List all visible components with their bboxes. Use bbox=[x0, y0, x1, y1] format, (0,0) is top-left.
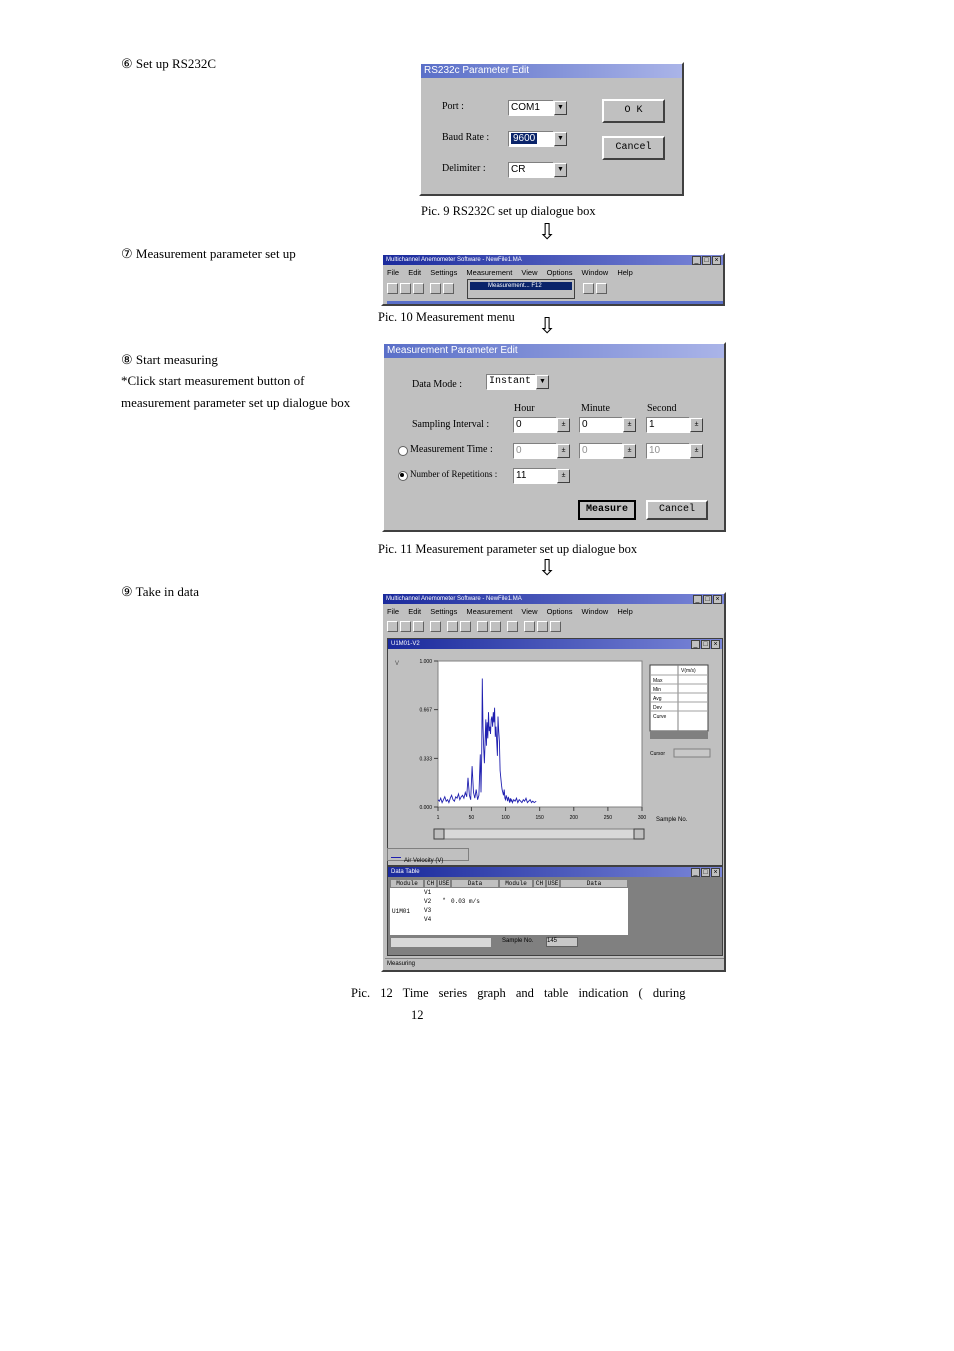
scroll-right-icon[interactable] bbox=[634, 829, 644, 839]
measure-button[interactable]: Measure bbox=[578, 500, 636, 520]
save-file-icon[interactable] bbox=[413, 283, 424, 294]
table-close-icon[interactable]: × bbox=[711, 868, 720, 877]
stats-row-label: Avg bbox=[653, 696, 662, 702]
step-8-note-line2: measurement parameter set up dialogue box bbox=[121, 395, 351, 410]
app-menu-options[interactable]: Options bbox=[546, 607, 573, 616]
close-icon[interactable]: × bbox=[712, 256, 721, 265]
measurement-time-radio[interactable] bbox=[398, 446, 408, 456]
graph-close-icon[interactable]: × bbox=[711, 640, 720, 649]
monitor-icon[interactable] bbox=[507, 621, 518, 632]
step-7-label: ⑦ Measurement parameter set up bbox=[121, 246, 296, 261]
open-file-icon[interactable] bbox=[400, 283, 411, 294]
down-arrow-icon: ⇩ bbox=[538, 220, 557, 245]
table-header-cell: Module bbox=[390, 879, 424, 888]
graph-icon[interactable] bbox=[447, 621, 458, 632]
table-row bbox=[424, 916, 499, 923]
app-title: Multichannel Anemometer Software - NewFile1.MA bbox=[386, 596, 522, 602]
sample-no-field: 145 bbox=[546, 937, 578, 947]
port-dropdown-icon[interactable]: ▼ bbox=[554, 101, 567, 115]
data-cell bbox=[451, 916, 499, 923]
port-label: Port : bbox=[442, 101, 464, 112]
pic12-caption-line2: 12 bbox=[411, 1008, 424, 1022]
menu-bar bbox=[387, 268, 633, 277]
measurement-time-label: Measurement Time : bbox=[410, 444, 493, 455]
mtime-hour-field[interactable]: 0 bbox=[513, 443, 557, 459]
print-icon[interactable] bbox=[430, 621, 441, 632]
data-table bbox=[390, 879, 628, 935]
menu-help[interactable]: Help bbox=[617, 268, 633, 277]
second-label: Second bbox=[647, 403, 677, 414]
x-axis-label: Sample No. bbox=[656, 817, 688, 823]
y-tick-label: 0.667 bbox=[419, 707, 432, 714]
baud-rate-select[interactable] bbox=[508, 131, 554, 147]
ok-button[interactable]: O K bbox=[602, 99, 665, 123]
data-mode-dropdown-icon[interactable]: ▼ bbox=[536, 375, 549, 389]
x-tick-label: 100 bbox=[501, 815, 510, 821]
stats-scroll bbox=[650, 731, 708, 739]
delimiter-label: Delimiter : bbox=[442, 163, 486, 174]
time-series-chart bbox=[388, 651, 722, 865]
legend-label: Air Velocity (V) bbox=[404, 858, 444, 864]
stats-row-label: Curve bbox=[653, 714, 667, 720]
menu-window-title: Multichannel Anemometer Software - NewFile1.MA bbox=[386, 257, 522, 263]
tile-icon[interactable] bbox=[537, 621, 548, 632]
menu-edit[interactable]: Edit bbox=[408, 268, 422, 277]
stats-row-label: Max bbox=[653, 678, 663, 684]
tile-icon[interactable] bbox=[583, 283, 594, 294]
use-cell bbox=[437, 916, 451, 923]
app-menu-settings[interactable]: Settings bbox=[430, 607, 458, 616]
y-axis-label: V bbox=[395, 661, 400, 667]
x-ticks bbox=[437, 807, 647, 821]
app-menu-file[interactable]: File bbox=[387, 607, 400, 616]
cascade-icon[interactable] bbox=[596, 283, 607, 294]
pic11-caption: Pic. 11 Measurement parameter set up dialogue box bbox=[378, 542, 638, 556]
x-tick-label: 150 bbox=[535, 815, 544, 821]
table-row bbox=[424, 898, 499, 905]
app-window bbox=[381, 592, 726, 972]
status-bar: Measuring bbox=[385, 958, 724, 969]
step-8-label: ⑧ Start measuring bbox=[121, 352, 218, 367]
menu-measurement[interactable]: Measurement bbox=[466, 268, 513, 277]
pic10-caption: Pic. 10 Measurement menu bbox=[378, 310, 515, 324]
hour-label: Hour bbox=[514, 403, 535, 414]
x-tick-label: 50 bbox=[468, 815, 475, 821]
x-tick-label: 200 bbox=[569, 815, 578, 821]
app-title-bar bbox=[383, 594, 724, 604]
repetitions-radio[interactable] bbox=[398, 471, 408, 481]
app-maximize-icon[interactable]: □ bbox=[703, 595, 712, 604]
legend-swatch bbox=[391, 857, 401, 858]
table-header-cell: Module bbox=[499, 879, 533, 888]
sampling-second-field[interactable]: 1 bbox=[646, 417, 690, 433]
data-mode-select[interactable]: Instant bbox=[486, 374, 536, 390]
table-header-cell: USE bbox=[547, 880, 559, 887]
measure-icon[interactable] bbox=[477, 621, 488, 632]
data-cell bbox=[451, 907, 499, 914]
pic12-caption: Pic. 12 Time series graph and table indication ( during bbox=[351, 986, 686, 1000]
menu-window-title-bar bbox=[383, 255, 723, 265]
cursor-label: Cursor bbox=[650, 751, 666, 757]
baud-rate-label: Baud Rate : bbox=[442, 132, 490, 143]
x-tick-label: 1 bbox=[436, 815, 440, 821]
app-close-icon[interactable]: × bbox=[713, 595, 722, 604]
y-tick-label: 0.333 bbox=[419, 756, 432, 763]
measurement-menu-item[interactable]: Measurement... F12 bbox=[470, 282, 572, 290]
x-tick-label: 300 bbox=[637, 815, 647, 821]
new-file-icon[interactable] bbox=[387, 621, 398, 632]
baud-rate-dropdown-icon[interactable]: ▼ bbox=[554, 132, 567, 146]
table-title-bar bbox=[388, 867, 722, 877]
module-cell: U1M01 bbox=[392, 908, 411, 915]
minute-label: Minute bbox=[581, 403, 610, 414]
menu-file[interactable]: File bbox=[387, 268, 400, 277]
app-menu-bar bbox=[387, 607, 633, 616]
menu-options[interactable]: Options bbox=[546, 268, 573, 277]
sampling-hour-field[interactable]: 0 bbox=[513, 417, 557, 433]
repetitions-label: Number of Repetitions : bbox=[410, 469, 498, 479]
app-menu-window[interactable]: Window bbox=[581, 607, 609, 616]
sampling-minute-field[interactable]: 0 bbox=[579, 417, 623, 433]
menu-view[interactable]: View bbox=[521, 268, 538, 277]
table-minimize-icon[interactable]: _ bbox=[691, 868, 700, 877]
data-table-window bbox=[387, 866, 723, 956]
table-row bbox=[424, 907, 499, 914]
data-cell: 0.03 m/s bbox=[451, 898, 480, 905]
stats-header: V(m/s) bbox=[681, 668, 696, 674]
app-menu-view[interactable]: View bbox=[521, 607, 538, 616]
minimize-icon[interactable]: _ bbox=[692, 256, 701, 265]
channel-cell: V4 bbox=[424, 916, 432, 923]
table-header-cell: USE bbox=[438, 880, 450, 887]
graph-title: U1M01-V2 bbox=[391, 641, 420, 647]
data-mode-label: Data Mode : bbox=[412, 379, 462, 390]
app-menu-help[interactable]: Help bbox=[617, 607, 633, 616]
graph-minimize-icon[interactable]: _ bbox=[691, 640, 700, 649]
step-8-note-line1: *Click start measurement button of bbox=[121, 373, 305, 388]
measurement-dropdown bbox=[467, 279, 575, 299]
data-cell bbox=[451, 889, 499, 896]
zoom-icon[interactable] bbox=[524, 621, 535, 632]
use-cell: * bbox=[442, 898, 446, 904]
table-scrollbar[interactable] bbox=[390, 937, 492, 948]
open-file-icon[interactable] bbox=[400, 621, 411, 632]
save-file-icon[interactable] bbox=[413, 621, 424, 632]
step-6-label: ⑥ Set up RS232C bbox=[121, 56, 217, 71]
y-tick-label: 0.000 bbox=[419, 805, 432, 811]
toolbar-right bbox=[583, 283, 607, 294]
graph-window bbox=[387, 638, 723, 866]
table-icon[interactable] bbox=[460, 621, 471, 632]
channel-cell: V3 bbox=[424, 907, 432, 914]
mtime-second-field[interactable]: 10 bbox=[646, 443, 690, 459]
cascade-icon[interactable] bbox=[550, 621, 561, 632]
stop-icon[interactable] bbox=[490, 621, 501, 632]
step-9-label: ⑨ Take in data bbox=[121, 584, 200, 599]
rs232-title-bar: RS232c Parameter Edit bbox=[421, 64, 682, 78]
port-select[interactable]: COM1 bbox=[508, 100, 554, 116]
maximize-icon[interactable]: □ bbox=[702, 256, 711, 265]
graph-maximize-icon[interactable]: □ bbox=[701, 640, 710, 649]
new-file-icon[interactable] bbox=[387, 283, 398, 294]
sample-no-label: Sample No. bbox=[502, 938, 534, 944]
graph-scrollbar[interactable] bbox=[434, 829, 644, 839]
table-header-cell: CH bbox=[533, 879, 546, 888]
sampling-minute-spin-icon[interactable]: ± bbox=[623, 418, 636, 432]
print-icon[interactable] bbox=[430, 283, 441, 294]
measurement-menu-window bbox=[381, 253, 725, 306]
toolbar bbox=[387, 283, 454, 294]
mtime-second-spin-icon[interactable]: ± bbox=[690, 444, 703, 458]
channel-cell: V1 bbox=[424, 889, 432, 896]
scroll-left-icon[interactable] bbox=[434, 829, 444, 839]
sampling-hour-spin-icon[interactable]: ± bbox=[557, 418, 570, 432]
y-tick-label: 1.000 bbox=[419, 659, 432, 665]
measurement-parameter-dialog bbox=[382, 342, 726, 532]
use-cell bbox=[437, 907, 451, 914]
down-arrow-icon: ⇩ bbox=[538, 556, 557, 581]
app-minimize-icon[interactable]: _ bbox=[693, 595, 702, 604]
down-arrow-icon: ⇩ bbox=[538, 314, 557, 339]
delimiter-dropdown-icon[interactable]: ▼ bbox=[554, 163, 567, 177]
table-title: Data Table bbox=[391, 869, 420, 875]
parameter-title-bar: Measurement Parameter Edit bbox=[384, 344, 724, 358]
table-header-cell: Data bbox=[560, 879, 628, 888]
sampling-interval-label: Sampling Interval : bbox=[412, 419, 490, 430]
table-header-row bbox=[390, 879, 628, 888]
use-cell bbox=[437, 889, 451, 896]
menu-settings[interactable]: Settings bbox=[430, 268, 458, 277]
sampling-second-spin-icon[interactable]: ± bbox=[690, 418, 703, 432]
mtime-minute-spin-icon[interactable]: ± bbox=[623, 444, 636, 458]
table-header-cell: CH bbox=[424, 879, 437, 888]
repetitions-field[interactable]: 11 bbox=[513, 468, 557, 484]
app-menu-measurement[interactable]: Measurement bbox=[466, 607, 513, 616]
app-menu-edit[interactable]: Edit bbox=[408, 607, 422, 616]
legend bbox=[387, 848, 469, 864]
graph-title-bar bbox=[388, 639, 722, 649]
parameter-cancel-button[interactable]: Cancel bbox=[646, 500, 708, 520]
rs232-dialog bbox=[419, 62, 684, 196]
baud-rate-value: 9600 bbox=[513, 133, 536, 144]
stats-row-label: Dev bbox=[653, 705, 662, 711]
table-header-cell: Data bbox=[451, 879, 499, 888]
mtime-minute-field[interactable]: 0 bbox=[579, 443, 623, 459]
table-row bbox=[424, 889, 499, 896]
stats-row-label: Min bbox=[653, 687, 662, 693]
delimiter-select[interactable]: CR bbox=[508, 162, 554, 178]
pic9-caption: Pic. 9 RS232C set up dialogue box bbox=[421, 204, 596, 218]
repetitions-spin-icon[interactable]: ± bbox=[557, 469, 570, 483]
app-toolbar bbox=[387, 621, 561, 632]
y-ticks bbox=[419, 659, 438, 811]
cancel-button[interactable]: Cancel bbox=[602, 136, 665, 160]
menu-window[interactable]: Window bbox=[581, 268, 609, 277]
cursor-field[interactable] bbox=[674, 749, 710, 757]
graph-icon[interactable] bbox=[443, 283, 454, 294]
channel-cell: V2 bbox=[424, 898, 432, 905]
x-tick-label: 250 bbox=[603, 815, 613, 821]
mtime-hour-spin-icon[interactable]: ± bbox=[557, 444, 570, 458]
table-maximize-icon[interactable]: □ bbox=[701, 868, 710, 877]
child-window-strip bbox=[387, 301, 725, 306]
